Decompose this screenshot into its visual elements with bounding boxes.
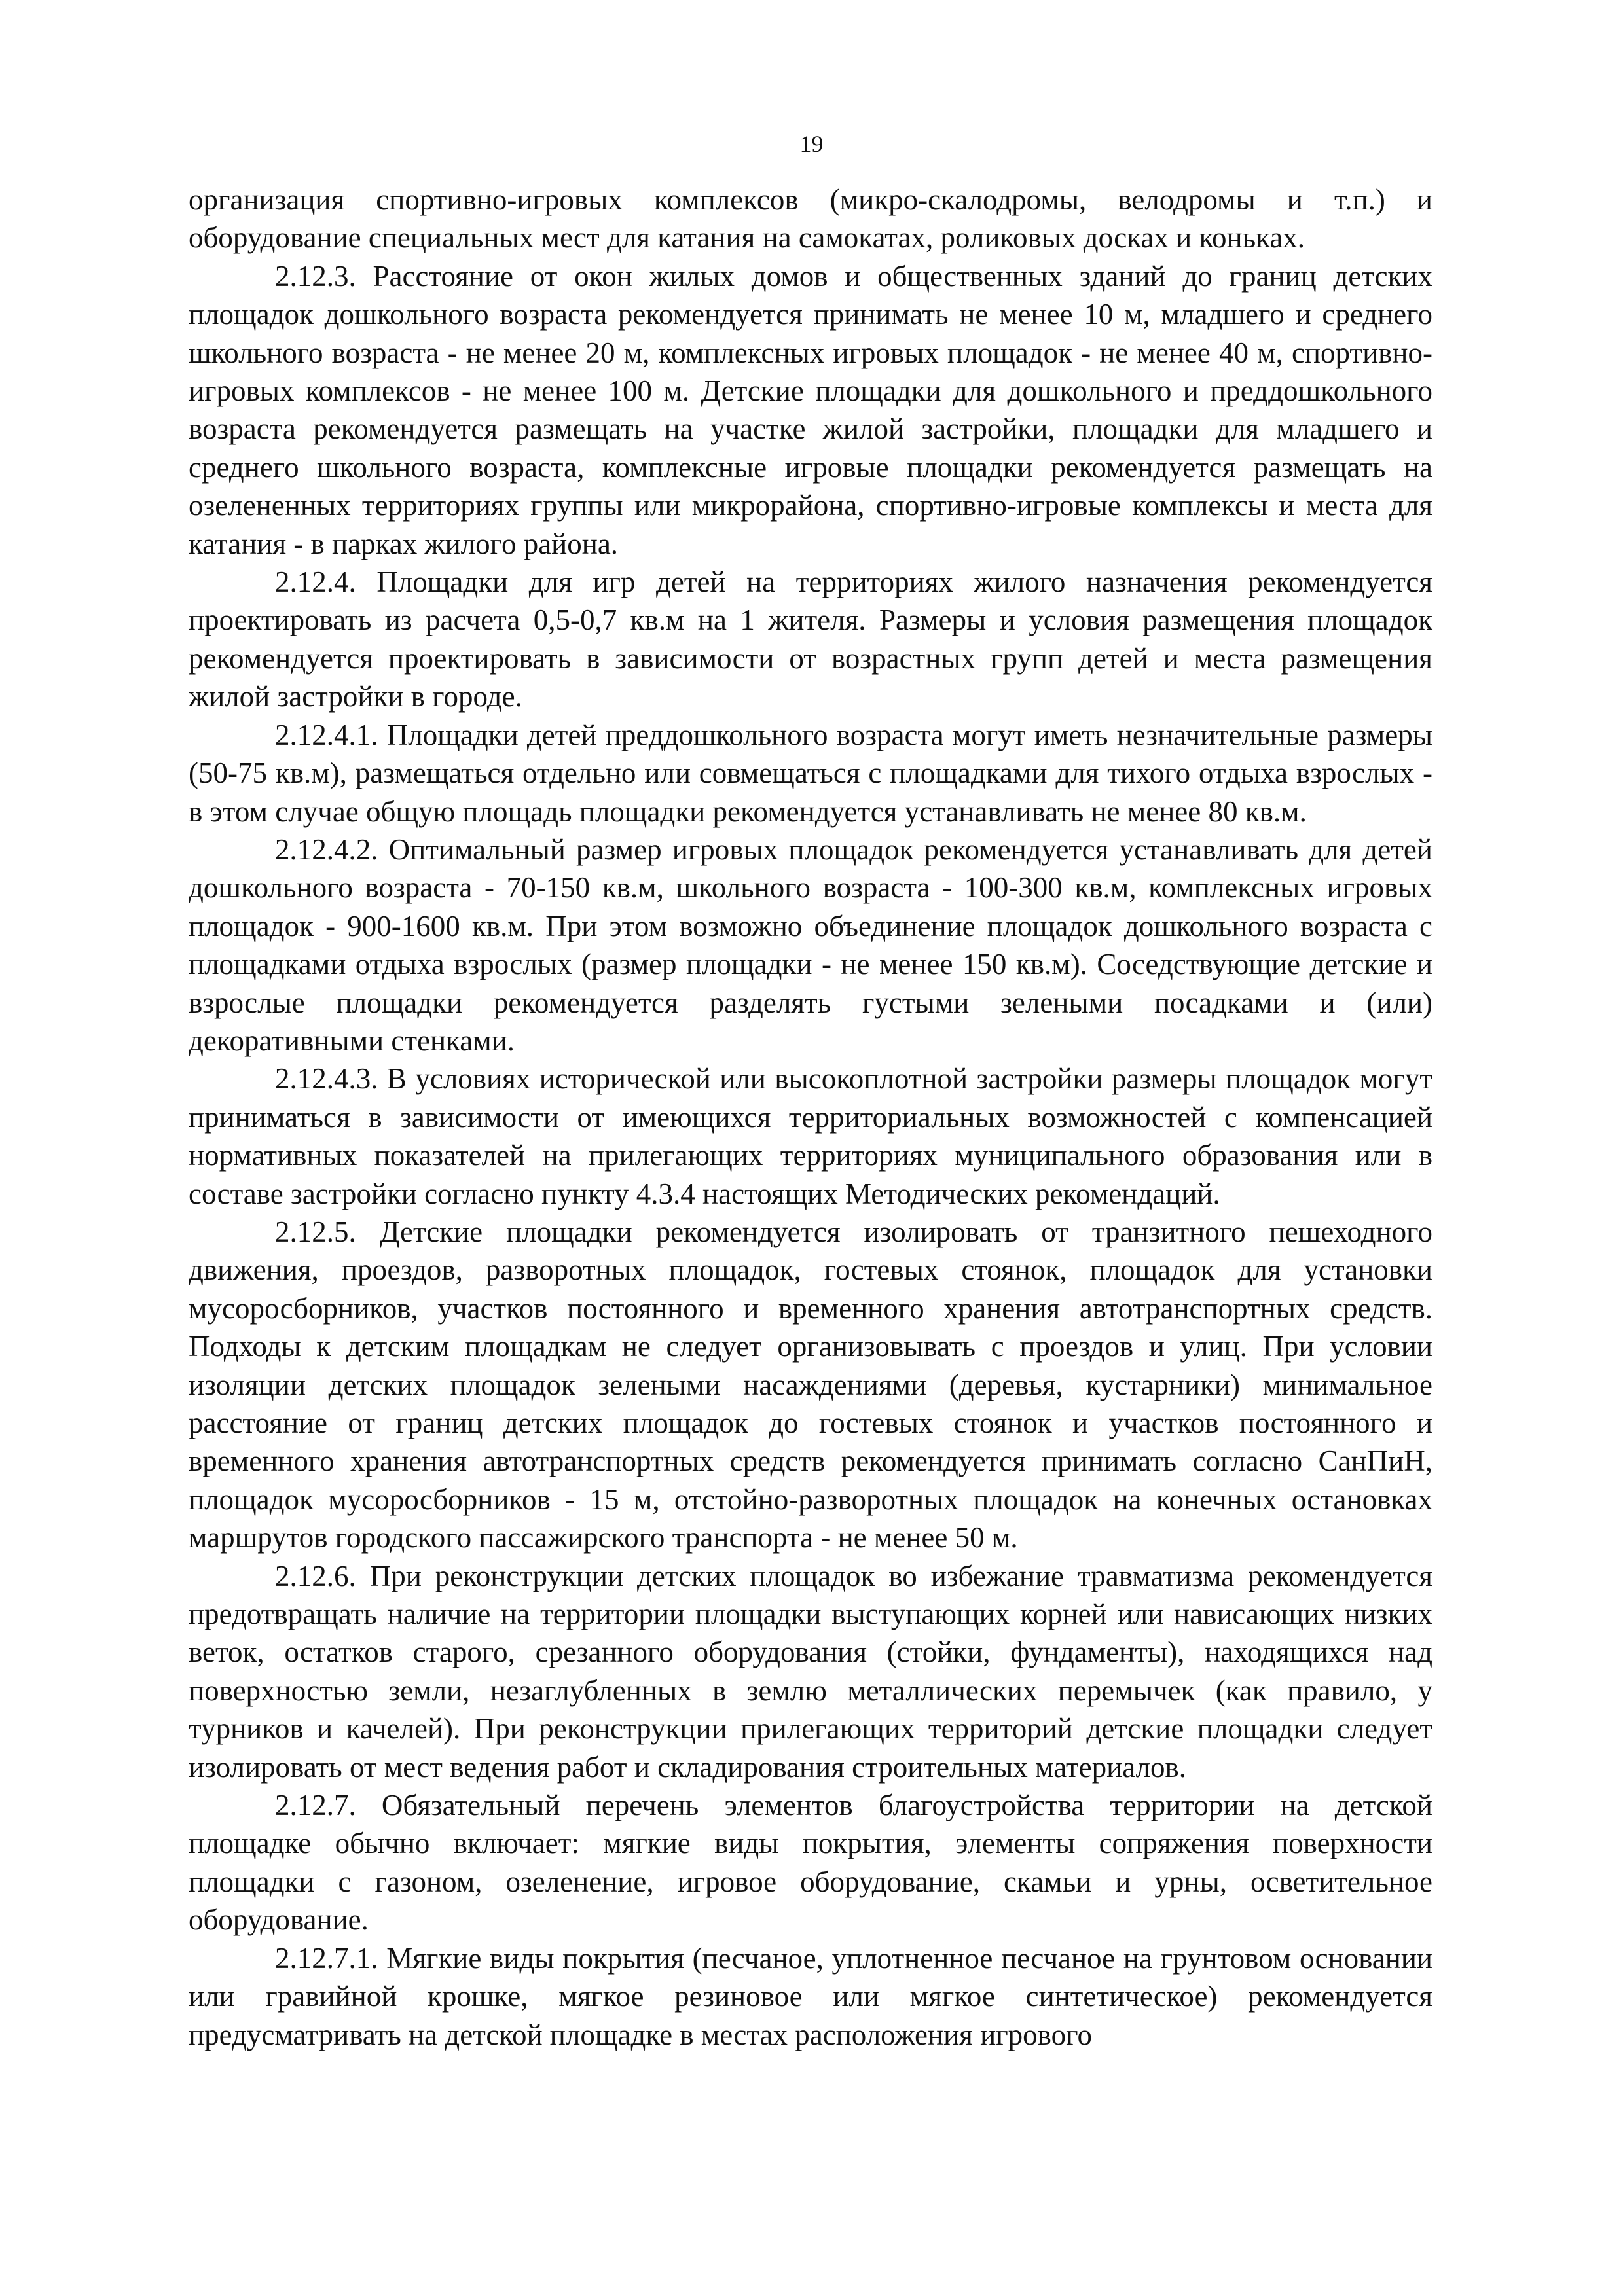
- paragraph-2-12-4-2: 2.12.4.2. Оптимальный размер игровых площадок рекомендуется устанавливать для детей дошкольного возраста - 70-150 кв.м, школьного возраста - 100-300 кв.м, комплексных игровых площадок - 900-1600 кв.м. При этом возможно объединение площадок дошкольного возраста с площадками отдыха взрослых (размер площадки - не менее 150 кв.м). Соседствующие детские и взрослые площадки рекомендуется разделять густыми зелеными посадками и (или) декоративными стенками.: [189, 833, 1432, 1057]
- paragraph-2-12-4: 2.12.4. Площадки для игр детей на территориях жилого назначения рекомендуется проектировать из расчета 0,5-0,7 кв.м на 1 жителя. Размеры и условия размещения площадок рекомендуется проектировать в зависимости от возрастных групп детей и места размещения жилой застройки в городе.: [189, 565, 1432, 713]
- paragraph-continuation: организация спортивно-игровых комплексов (микро-скалодромы, велодромы и т.п.) и оборудование специальных мест для катания на самокатах, роликовых досках и коньках.: [189, 183, 1432, 255]
- paragraph-2-12-4-3: 2.12.4.3. В условиях исторической или высокоплотной застройки размеры площадок могут приниматься в зависимости от имеющихся территориальных возможностей с компенсацией нормативных показателей на прилегающих территориях муниципального образования или в составе застройки согласно пункту 4.3.4 настоящих Методических рекомендаций.: [189, 1062, 1432, 1210]
- page-number: 19: [799, 131, 824, 157]
- paragraph-2-12-5: 2.12.5. Детские площадки рекомендуется изолировать от транзитного пешеходного движения, проездов, разворотных площадок, гостевых стоянок, площадок для установки мусоросборников, участков постоянного и временного хранения автотранспортных средств. Подходы к детским площадкам не следует организовывать с проездов и улиц. При условии изоляции детских площадок зелеными насаждениями (деревья, кустарники) минимальное расстояние от границ детских площадок до гостевых стоянок и участков постоянного и временного хранения автотранспортных средств рекомендуется принимать согласно СанПиН, площадок мусоросборников - 15 м, отстойно-разворотных площадок на конечных остановках маршрутов городского пассажирского транспорта - не менее 50 м.: [189, 1215, 1432, 1554]
- paragraph-2-12-7: 2.12.7. Обязательный перечень элементов благоустройства территории на детской площадке обычно включает: мягкие виды покрытия, элементы сопряжения поверхности площадки с газоном, озеленение, игровое оборудование, скамьи и урны, осветительное оборудование.: [189, 1789, 1432, 1937]
- paragraph-2-12-7-1: 2.12.7.1. Мягкие виды покрытия (песчаное, уплотненное песчаное на грунтовом основании или гравийной крошке, мягкое резиновое или мягкое синтетическое) рекомендуется предусматривать на детской площадке в местах расположения игрового: [189, 1941, 1432, 2051]
- document-body: [189, 181, 1432, 2054]
- paragraph-2-12-3: 2.12.3. Расстояние от окон жилых домов и общественных зданий до границ детских площадок дошкольного возраста рекомендуется принимать не менее 10 м, младшего и среднего школьного возраста - не менее 20 м, комплексных игровых площадок - не менее 40 м, спортивно-игровых комплексов - не менее 100 м. Детские площадки для дошкольного и преддошкольного возраста рекомендуется размещать на участке жилой застройки, площадки для младшего и среднего школьного возраста, комплексные игровые площадки рекомендуется размещать на озелененных территориях группы или микрорайона, спортивно-игровые комплексы и места для катания - в парках жилого района.: [189, 259, 1432, 560]
- paragraph-2-12-6: 2.12.6. При реконструкции детских площадок во избежание травматизма рекомендуется предотвращать наличие на территории площадки выступающих корней или нависающих низких веток, остатков старого, срезанного оборудования (стойки, фундаменты), находящихся над поверхностью земли, незаглубленных в землю металлических перемычек (как правило, у турников и качелей). При реконструкции прилегающих территорий детские площадки следует изолировать от мест ведения работ и складирования строительных материалов.: [189, 1559, 1432, 1784]
- paragraph-2-12-4-1: 2.12.4.1. Площадки детей преддошкольного возраста могут иметь незначительные размеры (50-75 кв.м), размещаться отдельно или совмещаться с площадками для тихого отдыха взрослых - в этом случае общую площадь площадки рекомендуется устанавливать не менее 80 кв.м.: [189, 718, 1432, 828]
